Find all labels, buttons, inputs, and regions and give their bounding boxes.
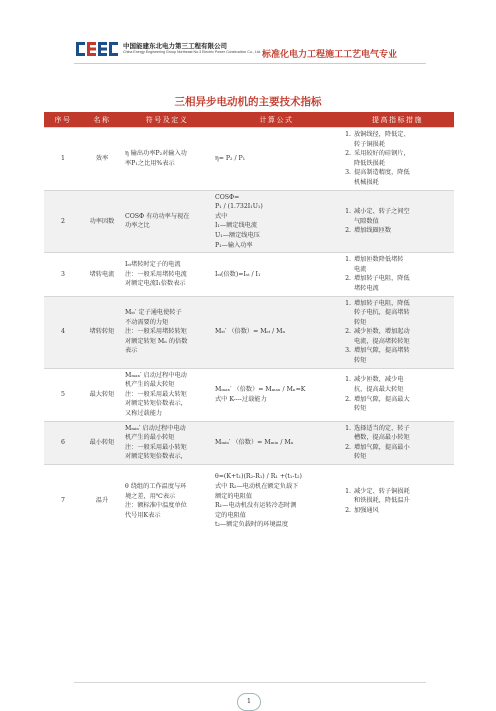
measure-item <box>353 255 451 274</box>
measure-item <box>353 168 451 187</box>
definition-line: 注：一般采用最小转矩 <box>125 443 187 451</box>
cell-measures <box>341 128 454 191</box>
measure-line: 1. 减少定、转子铜损耗 <box>354 487 410 495</box>
measure-line: 堵转电流 <box>354 284 379 292</box>
definition-line: 机产生的最小转矩 <box>125 434 175 442</box>
page-header <box>0 0 496 70</box>
cell-measures <box>341 368 454 421</box>
spec-table <box>44 112 454 538</box>
cell-name: 最小转矩 <box>82 421 122 464</box>
table-row <box>44 190 454 253</box>
definition-line: 对额定转矩倍数表示， <box>125 400 187 408</box>
definition-line: 表示 <box>125 347 138 355</box>
header-divider <box>74 63 426 64</box>
table-row <box>44 465 454 538</box>
cell-formula <box>212 421 341 464</box>
definition-line: 注：一般采用堵转电流 <box>125 270 187 278</box>
measure-line: 抗，提高最大转矩 <box>354 386 404 394</box>
cell-name: 效率 <box>82 128 122 191</box>
formula-line: Mₛₜ′ （倍数）= Mₛₜ / Mₙ <box>215 328 286 336</box>
measures-list <box>344 375 451 413</box>
measure-item <box>353 487 451 506</box>
col-header-no: 序号 <box>44 112 82 128</box>
measures-list <box>344 130 451 188</box>
formula-line: I₁—额定线电流 <box>215 222 258 230</box>
formula-line: 定的电阻值 <box>215 511 246 519</box>
col-header-measures: 提高指标措施 <box>341 112 454 128</box>
cell-definition <box>122 368 212 421</box>
formula-line: Iₛₜ(倍数)=Iₛₜ / I₁ <box>215 270 261 278</box>
cell-no: 2 <box>44 190 82 253</box>
cell-definition <box>122 465 212 538</box>
cell-name: 堵转转矩 <box>82 296 122 368</box>
definition-line: Mₘₐₓ′ 启动过程中电动 <box>125 371 187 379</box>
measure-line: 转矩 <box>354 453 367 461</box>
measure-item <box>353 375 451 394</box>
formula-line: P₁ / (1.732I₁U₁) <box>215 203 263 211</box>
cell-definition <box>122 253 212 296</box>
definition-line: COSΦ 有功功率与视在 <box>125 212 190 220</box>
measure-line: 1. 增加转子电阻，降低 <box>354 299 410 307</box>
measure-line: 2. 增加转子电阻，降低 <box>354 275 410 283</box>
table-row <box>44 421 454 464</box>
company-name-cn: 中国能建东北电力第三工程有限公司 <box>123 42 227 50</box>
formula-line: COSΦ= <box>215 193 240 201</box>
cell-measures <box>341 253 454 296</box>
cell-measures <box>341 465 454 538</box>
table-row <box>44 368 454 421</box>
cell-formula <box>212 190 341 253</box>
cell-no: 1 <box>44 128 82 191</box>
measure-line: 电流，提高堵转转矩 <box>354 337 410 345</box>
measure-line: 1. 减小定、转子之间空 <box>354 207 410 215</box>
definition-line: 率P₁之比用%表示 <box>125 159 175 167</box>
definition-line: η 输出功率P₂对输入功 <box>125 150 187 158</box>
measure-item <box>353 207 451 226</box>
cell-measures <box>341 296 454 368</box>
measure-line: 2. 增加气隙，提高最小 <box>354 443 410 451</box>
measures-list <box>344 255 451 293</box>
definition-line: 对额定电流I₁倍数表示 <box>125 280 186 288</box>
cell-no: 7 <box>44 465 82 538</box>
formula-line: 额定的电阻值 <box>215 492 253 500</box>
table-row <box>44 128 454 191</box>
cell-formula <box>212 465 341 538</box>
formula-line: P₁—输入功率 <box>215 241 253 249</box>
page-number: 1 <box>237 693 261 711</box>
definition-line: 又称过载能力 <box>125 410 163 418</box>
measure-line: 槽数，提高最小转矩 <box>354 434 410 442</box>
measure-item <box>353 327 451 346</box>
measure-line: 2. 采用较好的硅钢片， <box>354 150 410 158</box>
measure-line: 2. 加强通风 <box>354 507 379 515</box>
formula-line: η= P₂ / P₁ <box>215 154 246 162</box>
measures-list <box>344 487 451 516</box>
measure-line: 转矩 <box>354 405 367 413</box>
cell-definition <box>122 421 212 464</box>
company-logo <box>76 40 120 58</box>
measure-item <box>353 299 451 328</box>
measure-item <box>353 395 451 414</box>
measure-item <box>353 443 451 462</box>
table-row <box>44 253 454 296</box>
cell-no: 6 <box>44 421 82 464</box>
cell-definition <box>122 128 212 191</box>
definition-line: 对额定转矩 Mₙ 的倍数 <box>125 337 188 345</box>
definition-line: 代号用K表示 <box>125 511 161 519</box>
formula-line: Mₘᵢₙ′ （倍数）= Mₘᵢₙ / Mₙ <box>215 439 294 447</box>
measure-line: 1. 选择适当的定、转子 <box>354 424 410 432</box>
formula-line: θ=(K+t₁)(R₂-R₁) / R₁ +(t₁-t₂) <box>215 473 302 481</box>
measure-line: 机械损耗 <box>354 178 379 186</box>
measure-item <box>353 226 451 236</box>
measure-line: 气隙数值 <box>354 217 379 225</box>
measures-list <box>344 424 451 462</box>
definition-line: 注：额标准中温度单位 <box>125 502 187 510</box>
measures-list <box>344 207 451 236</box>
formula-line: R₁—电动机没有运转冷态时测 <box>215 502 297 510</box>
company-name-en: China Energy Engineering Group Northeast No.3 Electric Power Construction Co., Ltd. <box>123 50 261 54</box>
cell-definition <box>122 296 212 368</box>
measure-item <box>353 274 451 293</box>
cell-name: 最大转矩 <box>82 368 122 421</box>
definition-line: Iₛₜ堵转时定子的电流 <box>125 260 181 268</box>
measure-line: 1. 减少匝数，减少电 <box>354 376 404 384</box>
formula-line: 式中 K----过载能力 <box>215 395 267 403</box>
measure-item <box>353 346 451 365</box>
measure-line: 转子电抗，提高堵转 <box>354 309 410 317</box>
col-header-formula: 计算公式 <box>212 112 341 128</box>
cell-name: 堵转电流 <box>82 253 122 296</box>
measure-line: 转矩 <box>354 357 367 365</box>
table-body <box>44 128 454 538</box>
formula-line: U₁—额定线电压 <box>215 231 260 239</box>
definition-line: 境之差，用℃表示 <box>125 492 176 500</box>
measure-line: 2. 增加气隙，提高最大 <box>354 395 410 403</box>
definition-line: 注：一般采用最大转矩 <box>125 390 187 398</box>
measure-line: 和铁损耗，降低温升 <box>354 497 410 505</box>
cell-no: 4 <box>44 296 82 368</box>
measure-line: 2. 减少匝数，增加起动 <box>354 328 410 336</box>
page-title: 三相异步电动机的主要技术指标 <box>174 96 322 108</box>
cell-formula <box>212 296 341 368</box>
col-header-name: 名称 <box>82 112 122 128</box>
definition-line: 注：一般采用堵转转矩 <box>125 328 187 336</box>
header-slogan: 标准化电力工程施工工艺电气专业 <box>262 50 398 60</box>
measure-item <box>353 149 451 168</box>
measure-line: 转矩 <box>354 318 367 326</box>
measure-line: 降低铁损耗 <box>354 159 385 167</box>
cell-formula <box>212 253 341 296</box>
table-header-row <box>44 112 454 128</box>
table-row <box>44 296 454 368</box>
cell-formula <box>212 368 341 421</box>
measure-line: 转子铜损耗 <box>354 140 385 148</box>
footer-divider <box>74 682 426 683</box>
measure-line: 3. 提高制造精度，降低 <box>354 169 410 177</box>
definition-line: 机产生的最大转矩 <box>125 381 175 389</box>
measures-list <box>344 299 451 366</box>
formula-line: 式中 R₂—电动机在额定负载下 <box>215 483 299 491</box>
formula-line: Mₘₐₓ′ （倍数）= Mₘₐₓ / Mₙ=K <box>215 386 306 394</box>
definition-line: θ 绕组的工作温度与环 <box>125 483 187 491</box>
cell-no: 5 <box>44 368 82 421</box>
cell-definition <box>122 190 212 253</box>
cell-no: 3 <box>44 253 82 296</box>
measure-item <box>353 130 451 149</box>
cell-measures <box>341 190 454 253</box>
definition-line: 不动需要的力矩 <box>125 318 169 326</box>
measure-line: 电流 <box>354 265 367 273</box>
measure-line: 2. 增加线圈匝数 <box>354 227 392 235</box>
measure-line: 1. 放铜线径，降低定、 <box>354 131 410 138</box>
cell-measures <box>341 421 454 464</box>
measure-item <box>353 506 451 516</box>
col-header-definition: 符号及定义 <box>122 112 212 128</box>
measure-item <box>353 424 451 443</box>
formula-line: 式中 <box>215 212 228 220</box>
definition-line: Mₘᵢₙ′ 启动过程中电动 <box>125 424 186 432</box>
definition-line: 对额定转矩倍数表示， <box>125 453 187 461</box>
cell-name: 温升 <box>82 465 122 538</box>
measure-line: 1. 增加匝数降低堵转 <box>354 256 404 264</box>
cell-name: 功率因数 <box>82 190 122 253</box>
definition-line: Mₛₜ′ 定子通电使转子 <box>125 309 182 317</box>
formula-line: t₂—额定负载时的环境温度 <box>215 521 289 529</box>
definition-line: 功率之比 <box>125 222 150 230</box>
cell-formula <box>212 128 341 191</box>
measure-line: 3. 增加气隙，提高堵转 <box>354 347 410 355</box>
